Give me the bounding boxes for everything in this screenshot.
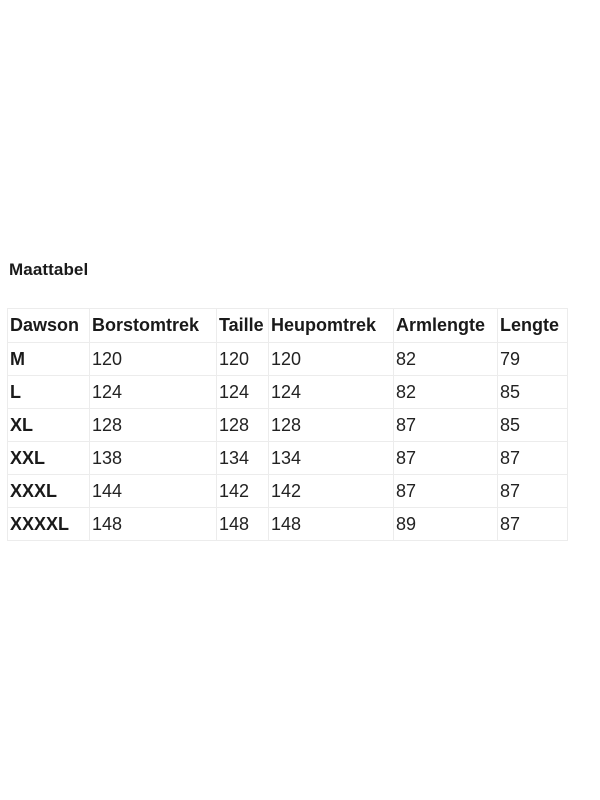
- column-header: Borstomtrek: [90, 309, 217, 343]
- table-cell: 148: [217, 508, 269, 541]
- table-cell: 87: [394, 442, 498, 475]
- table-cell: 124: [217, 376, 269, 409]
- table-cell: 142: [269, 475, 394, 508]
- table-cell: 87: [394, 475, 498, 508]
- table-cell: 148: [90, 508, 217, 541]
- size-cell: XXXL: [8, 475, 90, 508]
- table-cell: 87: [498, 508, 568, 541]
- column-header: Lengte: [498, 309, 568, 343]
- table-row: [8, 442, 568, 475]
- table-cell: 85: [498, 376, 568, 409]
- table-cell: 89: [394, 508, 498, 541]
- column-header: Armlengte: [394, 309, 498, 343]
- size-table: [7, 308, 568, 541]
- column-header: Heupomtrek: [269, 309, 394, 343]
- table-cell: 87: [498, 442, 568, 475]
- table-row: [8, 343, 568, 376]
- table-row: [8, 475, 568, 508]
- table-cell: 82: [394, 376, 498, 409]
- table-cell: 124: [90, 376, 217, 409]
- column-header: Taille: [217, 309, 269, 343]
- size-cell: XXL: [8, 442, 90, 475]
- table-cell: 124: [269, 376, 394, 409]
- table-row: [8, 376, 568, 409]
- table-cell: 148: [269, 508, 394, 541]
- size-cell: M: [8, 343, 90, 376]
- table-cell: 128: [217, 409, 269, 442]
- table-cell: 134: [217, 442, 269, 475]
- size-cell: XXXXL: [8, 508, 90, 541]
- table-cell: 138: [90, 442, 217, 475]
- table-row: [8, 409, 568, 442]
- table-cell: 144: [90, 475, 217, 508]
- table-cell: 128: [90, 409, 217, 442]
- table-cell: 134: [269, 442, 394, 475]
- size-cell: XL: [8, 409, 90, 442]
- table-cell: 120: [217, 343, 269, 376]
- table-cell: 79: [498, 343, 568, 376]
- table-cell: 120: [269, 343, 394, 376]
- table-header-row: [8, 309, 568, 343]
- table-cell: 120: [90, 343, 217, 376]
- size-cell: L: [8, 376, 90, 409]
- column-header: Dawson: [8, 309, 90, 343]
- table-cell: 142: [217, 475, 269, 508]
- table-cell: 82: [394, 343, 498, 376]
- page-title: Maattabel: [9, 260, 89, 279]
- table-cell: 128: [269, 409, 394, 442]
- table-cell: 85: [498, 409, 568, 442]
- table-cell: 87: [498, 475, 568, 508]
- table-row: [8, 508, 568, 541]
- table-cell: 87: [394, 409, 498, 442]
